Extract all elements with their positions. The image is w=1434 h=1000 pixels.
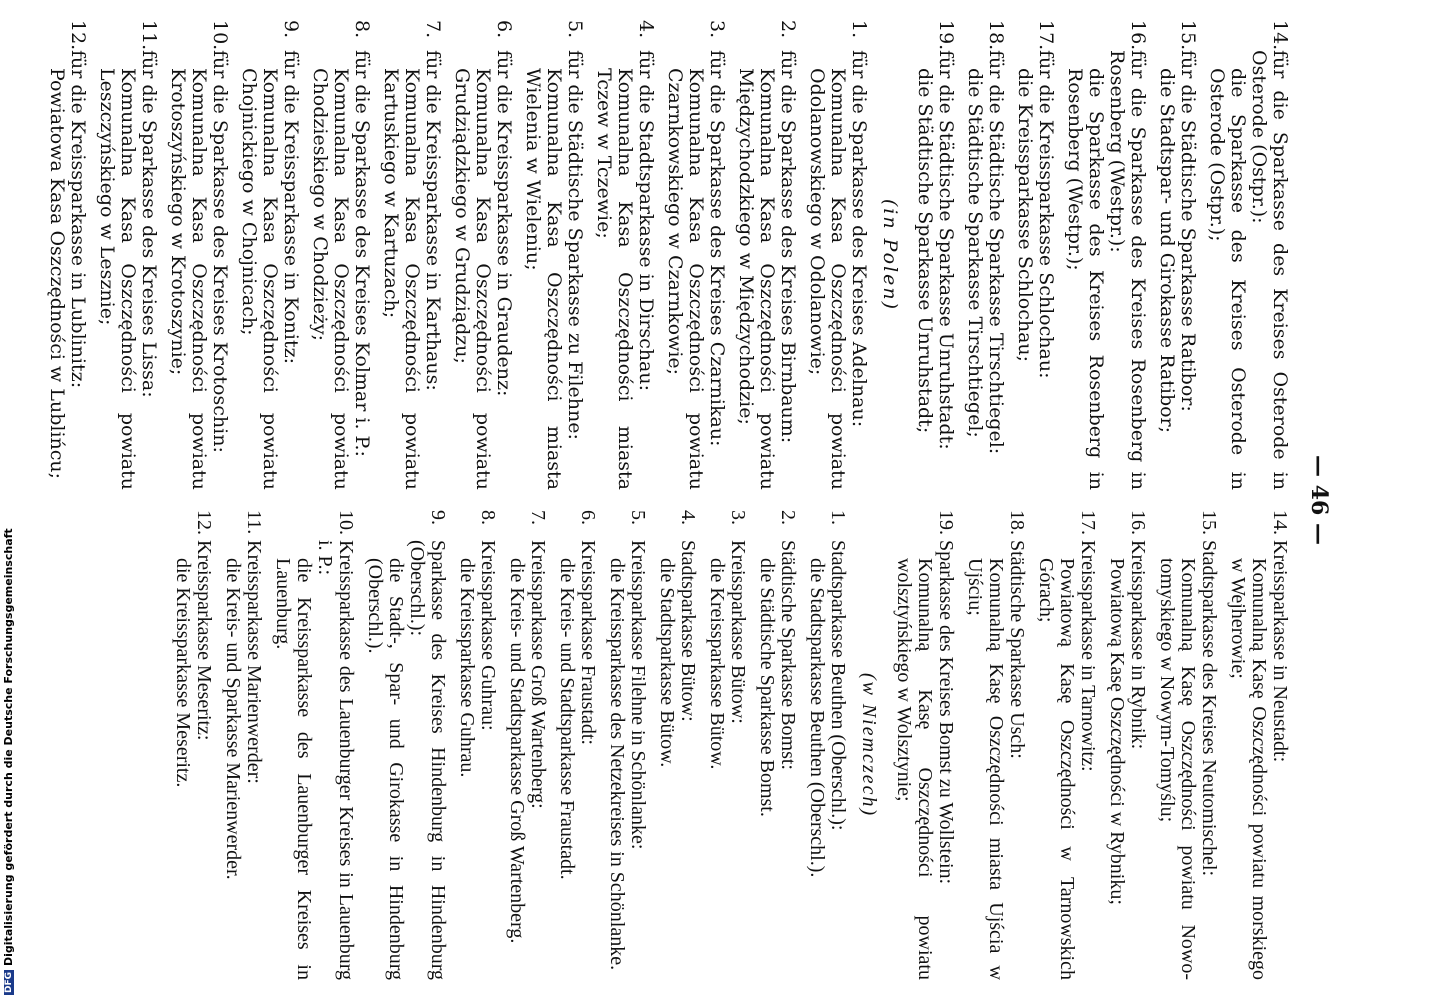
list-item — [238, 20, 301, 490]
item-text: Komunalna Kasa Oszczędności powiatu Leszczyńskiego w Lesznie; — [96, 68, 139, 490]
item-number: 6. — [493, 20, 515, 39]
item-heading: Kreissparkasse Bütow: — [727, 540, 749, 724]
list-item — [1227, 510, 1290, 980]
list-item — [456, 510, 498, 980]
item-text: Komunalna Kasa Oszczędności powiatu Kartuskiego w Kartuzach; — [380, 68, 423, 490]
list-item — [1156, 20, 1198, 490]
item-heading: Kreissparkasse des Lauenburger Kreises in Lauenburg i. P.: — [314, 540, 357, 980]
item-text: Komunalną Kasę Oszczędności powiatu Nowo-tomyskiego w Nowym-Tomyślu; — [1156, 558, 1199, 980]
list-item — [806, 510, 848, 980]
list-item — [380, 20, 443, 490]
item-number: 10. — [335, 510, 357, 535]
item-heading: Kreissparkasse Marienwerder: — [243, 540, 265, 784]
list-item — [964, 20, 1006, 490]
list-item — [756, 510, 798, 980]
item-number: 2. — [777, 510, 799, 525]
list-item — [1035, 510, 1098, 980]
item-text: Komunalna Kasa Oszczędności powiatu Odolanowskiego w Odolanowie; — [806, 68, 849, 490]
list-item — [96, 20, 159, 490]
page-number: — 46 — — [1306, 455, 1332, 545]
item-text: die Kreis- und Stadtsparkasse Groß Wartenberg. — [506, 558, 528, 944]
item-text: die Stadtsparkasse Beuthen (Oberschl.). — [806, 558, 828, 878]
item-number: 19. — [935, 20, 957, 51]
item-text: Komunalną Kasę Oszczędności miasta Ujścia w Ujściu; — [964, 558, 1007, 980]
item-number: 15. — [1177, 20, 1199, 51]
item-text: Komunalna Kasa Oszczędności powiatu Czarnkowskiego w Czarnkowie; — [664, 68, 707, 490]
item-text: die Städtische Sparkasse Bomst. — [756, 558, 778, 817]
item-number: 3. — [706, 20, 728, 39]
item-number: 14. — [1269, 20, 1291, 51]
item-heading: Kreissparkasse Guhrau: — [477, 540, 499, 731]
item-heading: Kreissparkasse Filehne in Schönlanke: — [627, 540, 649, 850]
list-item — [222, 510, 264, 980]
item-number: 9. — [280, 20, 302, 39]
list-item — [167, 20, 230, 490]
item-number: 11. — [138, 20, 160, 51]
item-text: Komunalna Kasa Oszczędności miasta Tczew w Tczewie; — [593, 68, 636, 490]
item-heading: für die Städtische Sparkasse Ratibor: — [1177, 50, 1199, 412]
item-heading: für die Sparkasse des Kreises Kolmar i. P.: — [351, 50, 373, 457]
list-item — [46, 20, 88, 490]
item-text: Komunalna Kasa Oszczędności powiatu Chojnickiego w Chojnicach; — [238, 68, 281, 490]
item-heading: Sparkasse des Kreises Bomst zu Wollstein: — [935, 540, 957, 885]
footer-credit — [2, 528, 15, 995]
item-text: die Städtische Sparkasse Unruhstadt; — [914, 68, 936, 434]
item-heading: für die Sparkasse des Kreises Birnbaum: — [777, 50, 799, 444]
item-heading: für die Städtische Sparkasse Unruhstadt: — [935, 50, 957, 450]
item-heading: für die Sparkasse des Kreises Adelnau: — [848, 50, 870, 428]
dfg-logo: DFG — [4, 971, 14, 993]
item-text: Komunalna Kasa Oszczędności powiatu Krotoszyńskiego w Krotoszynie; — [167, 68, 210, 490]
list-item — [364, 510, 448, 980]
list-item — [506, 510, 548, 980]
list-item — [1106, 510, 1148, 980]
footer — [0, 0, 24, 1000]
item-text: Komunalna Kasa Oszczędności powiatu Grudziądzkiego w Grudziądzu; — [451, 68, 494, 490]
list-item — [1014, 20, 1056, 490]
item-text: Powiatowa Kasa Oszczędności w Lublińcu; — [46, 68, 68, 480]
item-number: 12. — [67, 20, 89, 51]
item-number: 3. — [727, 510, 749, 525]
item-number: 15. — [1198, 510, 1220, 535]
item-text: Komunalną Kasę Oszczędności powiatu wolsztyńskiego w Wolsztynie; — [893, 558, 936, 980]
item-heading: für die Kreissparkasse in Lublinitz: — [67, 50, 89, 389]
list-item — [1156, 510, 1219, 980]
item-number: 7. — [422, 20, 444, 39]
list-item — [606, 510, 648, 980]
item-heading: Stadtsparkasse Bütow: — [677, 540, 699, 722]
polish-column — [164, 510, 1290, 980]
list-item — [1206, 20, 1290, 490]
item-heading: Städtische Sparkasse Usch: — [1006, 540, 1028, 759]
item-text: Komunalna Kasa Oszczędności miasta Wielenia w Wieleniu; — [522, 68, 565, 490]
item-heading: Kreissparkasse Meseritz: — [193, 540, 215, 741]
item-heading: Kreissparkasse in Neustadt: — [1269, 540, 1291, 763]
item-number: 1. — [827, 510, 849, 525]
item-number: 2. — [777, 20, 799, 39]
section-heading: (in Polen) — [879, 198, 901, 312]
item-text: die Kreissparkasse Guhrau. — [456, 558, 478, 778]
item-number: 14. — [1269, 510, 1291, 535]
list-item — [664, 20, 727, 490]
list-item — [451, 20, 514, 490]
item-number: 17. — [1077, 510, 1099, 535]
list-item — [964, 510, 1027, 980]
list-item — [735, 20, 798, 490]
item-number: 12. — [193, 510, 215, 535]
item-heading: für die Sparkasse des Kreises Rosenberg in Rosenberg (Westpr.): — [1106, 50, 1149, 490]
footer-credit-text: Digitalisierung gefördert durch die Deutsche Forschungsgemeinschaft — [2, 528, 15, 966]
item-heading: für die Städtische Sparkasse zu Filehne: — [564, 50, 586, 440]
list-item — [172, 510, 214, 980]
item-heading: Kreissparkasse Fraustadt: — [577, 540, 599, 745]
item-heading: für die Kreissparkasse in Konitz: — [280, 50, 302, 365]
list-item — [656, 510, 698, 980]
item-number: 1. — [848, 20, 870, 39]
item-number: 17. — [1035, 20, 1057, 51]
item-text: Komunalną Kasę Oszczędności powiatu morskiego w Wejherowie; — [1227, 558, 1270, 980]
item-number: 8. — [477, 510, 499, 525]
list-item — [556, 510, 598, 980]
item-heading: für die Sparkasse des Kreises Krotoschin: — [209, 50, 231, 453]
item-text: die Kreis- und Stadtsparkasse Fraustadt. — [556, 558, 578, 880]
list-item — [893, 510, 956, 980]
item-text: Powiatową Kasę Oszczędności w Rybniku; — [1106, 558, 1128, 905]
item-number: 11. — [243, 510, 265, 535]
item-heading: für die Sparkasse des Kreises Osterode in Osterode (Ostpr.): — [1248, 50, 1291, 490]
item-heading: Kreissparkasse Groß Wartenberg: — [527, 540, 549, 809]
item-text: die Städtische Sparkasse Tirschtiegel; — [964, 68, 986, 438]
german-column — [38, 20, 1290, 490]
item-heading: Kreissparkasse in Tarnowitz: — [1077, 540, 1099, 772]
item-text: die Kreissparkasse des Netzekreises in Schönlanke. — [606, 558, 628, 971]
list-item — [1064, 20, 1148, 490]
item-text: die Kreissparkasse des Lauenburger Kreises in Lauenburg. — [272, 558, 315, 980]
list-item — [272, 510, 356, 980]
item-text: die Stadtspar- und Girokasse Ratibor; — [1156, 68, 1178, 434]
item-number: 19. — [935, 510, 957, 535]
item-number: 16. — [1127, 20, 1149, 51]
list-item — [914, 20, 956, 490]
item-heading: für die Stadtsparkasse in Dirschau: — [635, 50, 657, 391]
item-text: Powiatową Kasę Oszczędności w Tarnowskich Górach; — [1035, 558, 1078, 980]
item-number: 5. — [564, 20, 586, 39]
item-heading: für die Städtische Sparkasse Tirschtiegel: — [985, 50, 1007, 455]
item-number: 16. — [1127, 510, 1149, 535]
item-text: die Kreissparkasse Meseritz. — [172, 558, 194, 788]
item-heading: Städtische Sparkasse Bomst: — [777, 540, 799, 770]
document-page — [46, 0, 1340, 1000]
item-text: die Sparkasse des Kreises Osterode in Osterode (Ostpr.); — [1206, 68, 1249, 490]
item-text: Komunalna Kasa Oszczędności powiatu Międzychodzkiego w Międzychodzie; — [735, 68, 778, 490]
item-heading: Kreissparkasse in Rybnik: — [1127, 540, 1149, 750]
item-number: 4. — [677, 510, 699, 525]
item-number: 5. — [627, 510, 649, 525]
item-number: 8. — [351, 20, 373, 39]
item-text: die Stadt-, Spar- und Girokasse in Hindenburg (Oberschl.). — [364, 558, 407, 980]
item-heading: für die Kreissparkasse Schlochau: — [1035, 50, 1057, 379]
item-number: 10. — [209, 20, 231, 51]
list-item — [309, 20, 372, 490]
item-text: die Kreissparkasse Bütow. — [706, 558, 728, 770]
section-heading: (w Niemczech) — [858, 672, 880, 818]
list-item — [806, 20, 869, 490]
item-heading: für die Sparkasse des Kreises Czarnikau: — [706, 50, 728, 447]
item-number: 9. — [427, 510, 449, 525]
item-number: 18. — [1006, 510, 1028, 535]
item-heading: für die Sparkasse des Kreises Lissa: — [138, 50, 160, 398]
item-number: 4. — [635, 20, 657, 39]
item-number: 18. — [985, 20, 1007, 51]
item-heading: für die Kreissparkasse in Karthaus: — [422, 50, 444, 391]
item-number: 6. — [577, 510, 599, 525]
list-item — [593, 20, 656, 490]
item-number: 7. — [527, 510, 549, 525]
item-text: die Kreissparkasse Schlochau; — [1014, 68, 1036, 363]
item-heading: für die Kreissparkasse in Graudenz: — [493, 50, 515, 397]
item-text: die Sparkasse des Kreises Rosenberg in Rosenberg (Westpr.); — [1064, 68, 1107, 490]
list-item — [522, 20, 585, 490]
item-heading: Sparkasse des Kreises Hindenburg in Hindenburg (Oberschl.): — [406, 540, 449, 980]
item-heading: Stadtsparkasse des Kreises Neutomischel: — [1198, 540, 1220, 877]
item-text: die Stadtsparkasse Bütow. — [656, 558, 678, 768]
item-text: die Kreis- und Sparkasse Marienwerder. — [222, 558, 244, 880]
item-text: Komunalna Kasa Oszczędności powiatu Chodzieskiego w Chodzieży; — [309, 68, 352, 490]
item-heading: Stadtsparkasse Beuthen (Oberschl.): — [827, 540, 849, 831]
list-item — [706, 510, 748, 980]
